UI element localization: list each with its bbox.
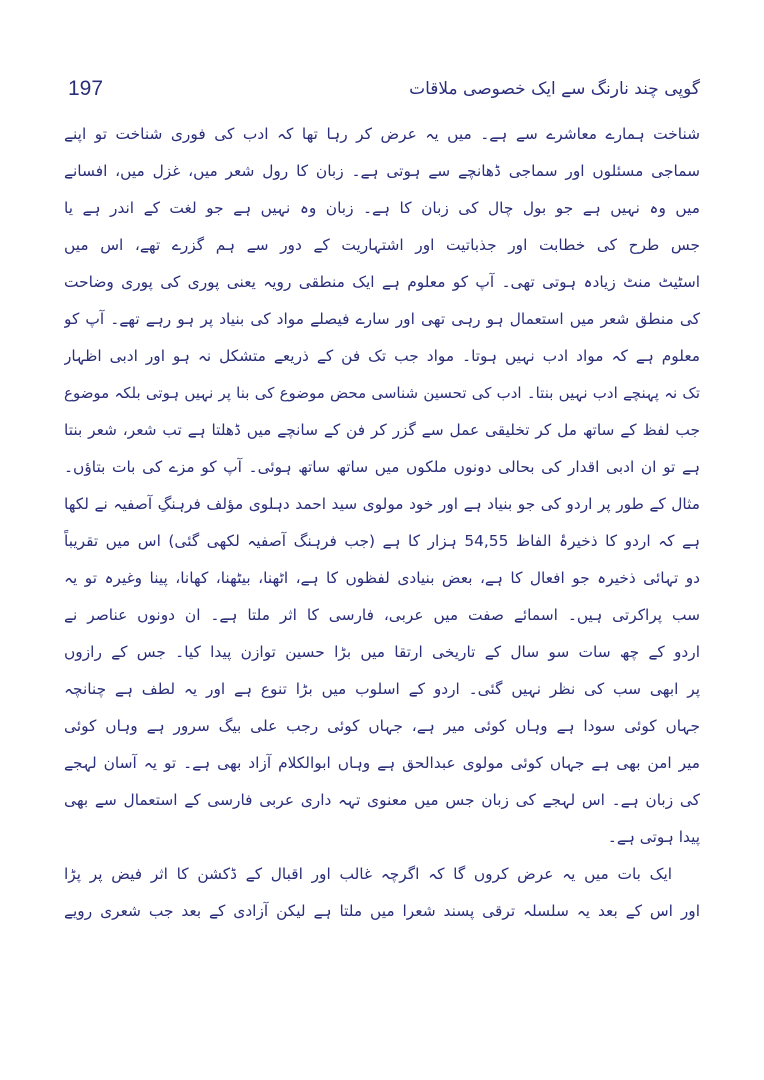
text-line: اسٹیٹ منٹ زیادہ ہوتی تھی۔ آپ کو معلوم ہے ایک منطقی رویہ یعنی پوری کی پوری وضاحت <box>64 273 700 291</box>
paragraph-2 <box>64 856 700 930</box>
text-line: اردو کے چھ سات سو سال کے تاریخی ارتقا میں بڑا حسین توازن پیدا کیا۔ جس کے رازوں <box>64 643 700 661</box>
text-line: شناخت ہمارے معاشرے سے ہے۔ میں یہ عرض کر رہا تھا کہ ادب کی فوری شناخت تو اپنے <box>64 125 700 143</box>
text-line: میر امن بھی ہے جہاں کوئی مولوی عبدالحق ہے وہاں ابوالکلام آزاد بھی ہے۔ تو یہ آسان لہجے <box>64 754 700 772</box>
text-line: میں وہ نہیں ہے جو بول چال کی زبان کا ہے۔ زبان وہ نہیں ہے جو لغت کے اندر ہے یا <box>64 199 700 217</box>
text-line: معلوم ہے کہ مواد ادب نہیں ہوتا۔ مواد جب تک فن کے ذریعے متشکل نہ ہو اور ادبی اظہار <box>64 347 700 365</box>
page-header <box>60 74 700 106</box>
text-line: ہے تو ان ادبی اقدار کی بحالی دونوں ملکوں میں ساتھ ساتھ ہوئی۔ آپ کو مزے کی بات بتاؤں۔ <box>64 458 700 476</box>
body-text <box>64 116 700 930</box>
text-line: تک نہ پہنچے ادب نہیں بنتا۔ ادب کی تحسین شناسی محض موضوع کی بنا پر نہیں ہوتی بلکہ موضوع <box>64 384 700 402</box>
text-line: سماجی مسئلوں اور سماجی ڈھانچے سے ہوتی ہے۔ زبان کا رول شعر میں، غزل میں، افسانے <box>64 162 700 180</box>
text-line: جس طرح کی خطابت اور جذباتیت اور اشتہاریت کے دور سے ہم گزرے تھے، اس میں <box>64 236 700 254</box>
text-line: ایک بات میں یہ عرض کروں گا کہ اگرچہ غالب اور اقبال کے ڈکشن کا اثر فیض پر پڑا <box>64 865 672 883</box>
page-number: 197 <box>68 77 104 100</box>
running-title: گوپی چند نارنگ سے ایک خصوصی ملاقات <box>409 79 700 99</box>
paragraph-1 <box>64 116 700 856</box>
text-line: ہے کہ اردو کا ذخیرۂ الفاظ 54,55 ہزار کا ہے (جب فرہنگ آصفیہ لکھی گئی) اس میں تقریباً <box>64 532 700 550</box>
text-line: دو تہائی ذخیرہ جو افعال کا ہے، بعض بنیادی لفظوں کا ہے، اٹھنا، بیٹھنا، کھانا، پینا وغیرہ تو یہ <box>64 569 700 587</box>
text-line: پر ابھی سب کی نظر نہیں گئی۔ اردو کے اسلوب میں بڑا تنوع ہے اور یہ لطف ہے چنانچہ <box>64 680 700 698</box>
text-line: کی منطق شعر میں استعمال ہو رہی تھی اور سارے فیصلے مواد کی بنیاد پر ہو رہے تھے۔ آپ کو <box>64 310 700 328</box>
text-line: سب پراکرتی ہیں۔ اسمائے صفت میں عربی، فارسی کا اثر ملتا ہے۔ ان دونوں عناصر نے <box>64 606 700 624</box>
text-line: کی زبان ہے۔ اس لہجے کی زبان جس میں معنوی تہہ داری عربی فارسی کے استعمال سے بھی <box>64 791 700 809</box>
text-line: جہاں کوئی سودا ہے وہاں کوئی میر ہے، جہاں کوئی رجب علی بیگ سرور ہے وہاں کوئی <box>64 717 700 735</box>
text-line: مثال کے طور پر اردو کی جو بنیاد ہے اور خود مولوی سید احمد دہلوی مؤلف فرہنگِ آصفیہ نے لکھا <box>64 495 700 513</box>
text-line: پیدا ہوتی ہے۔ <box>607 828 700 846</box>
text-line: جب لفظ کے ساتھ مل کر تخلیقی عمل سے گزر کر فن کے سانچے میں ڈھلتا ہے تب شعر، شعر بنتا <box>64 421 700 439</box>
text-line: اور اس کے بعد یہ سلسلہ ترقی پسند شعرا میں ملتا ہے لیکن آزادی کے بعد جب شعری رویے <box>64 902 700 920</box>
